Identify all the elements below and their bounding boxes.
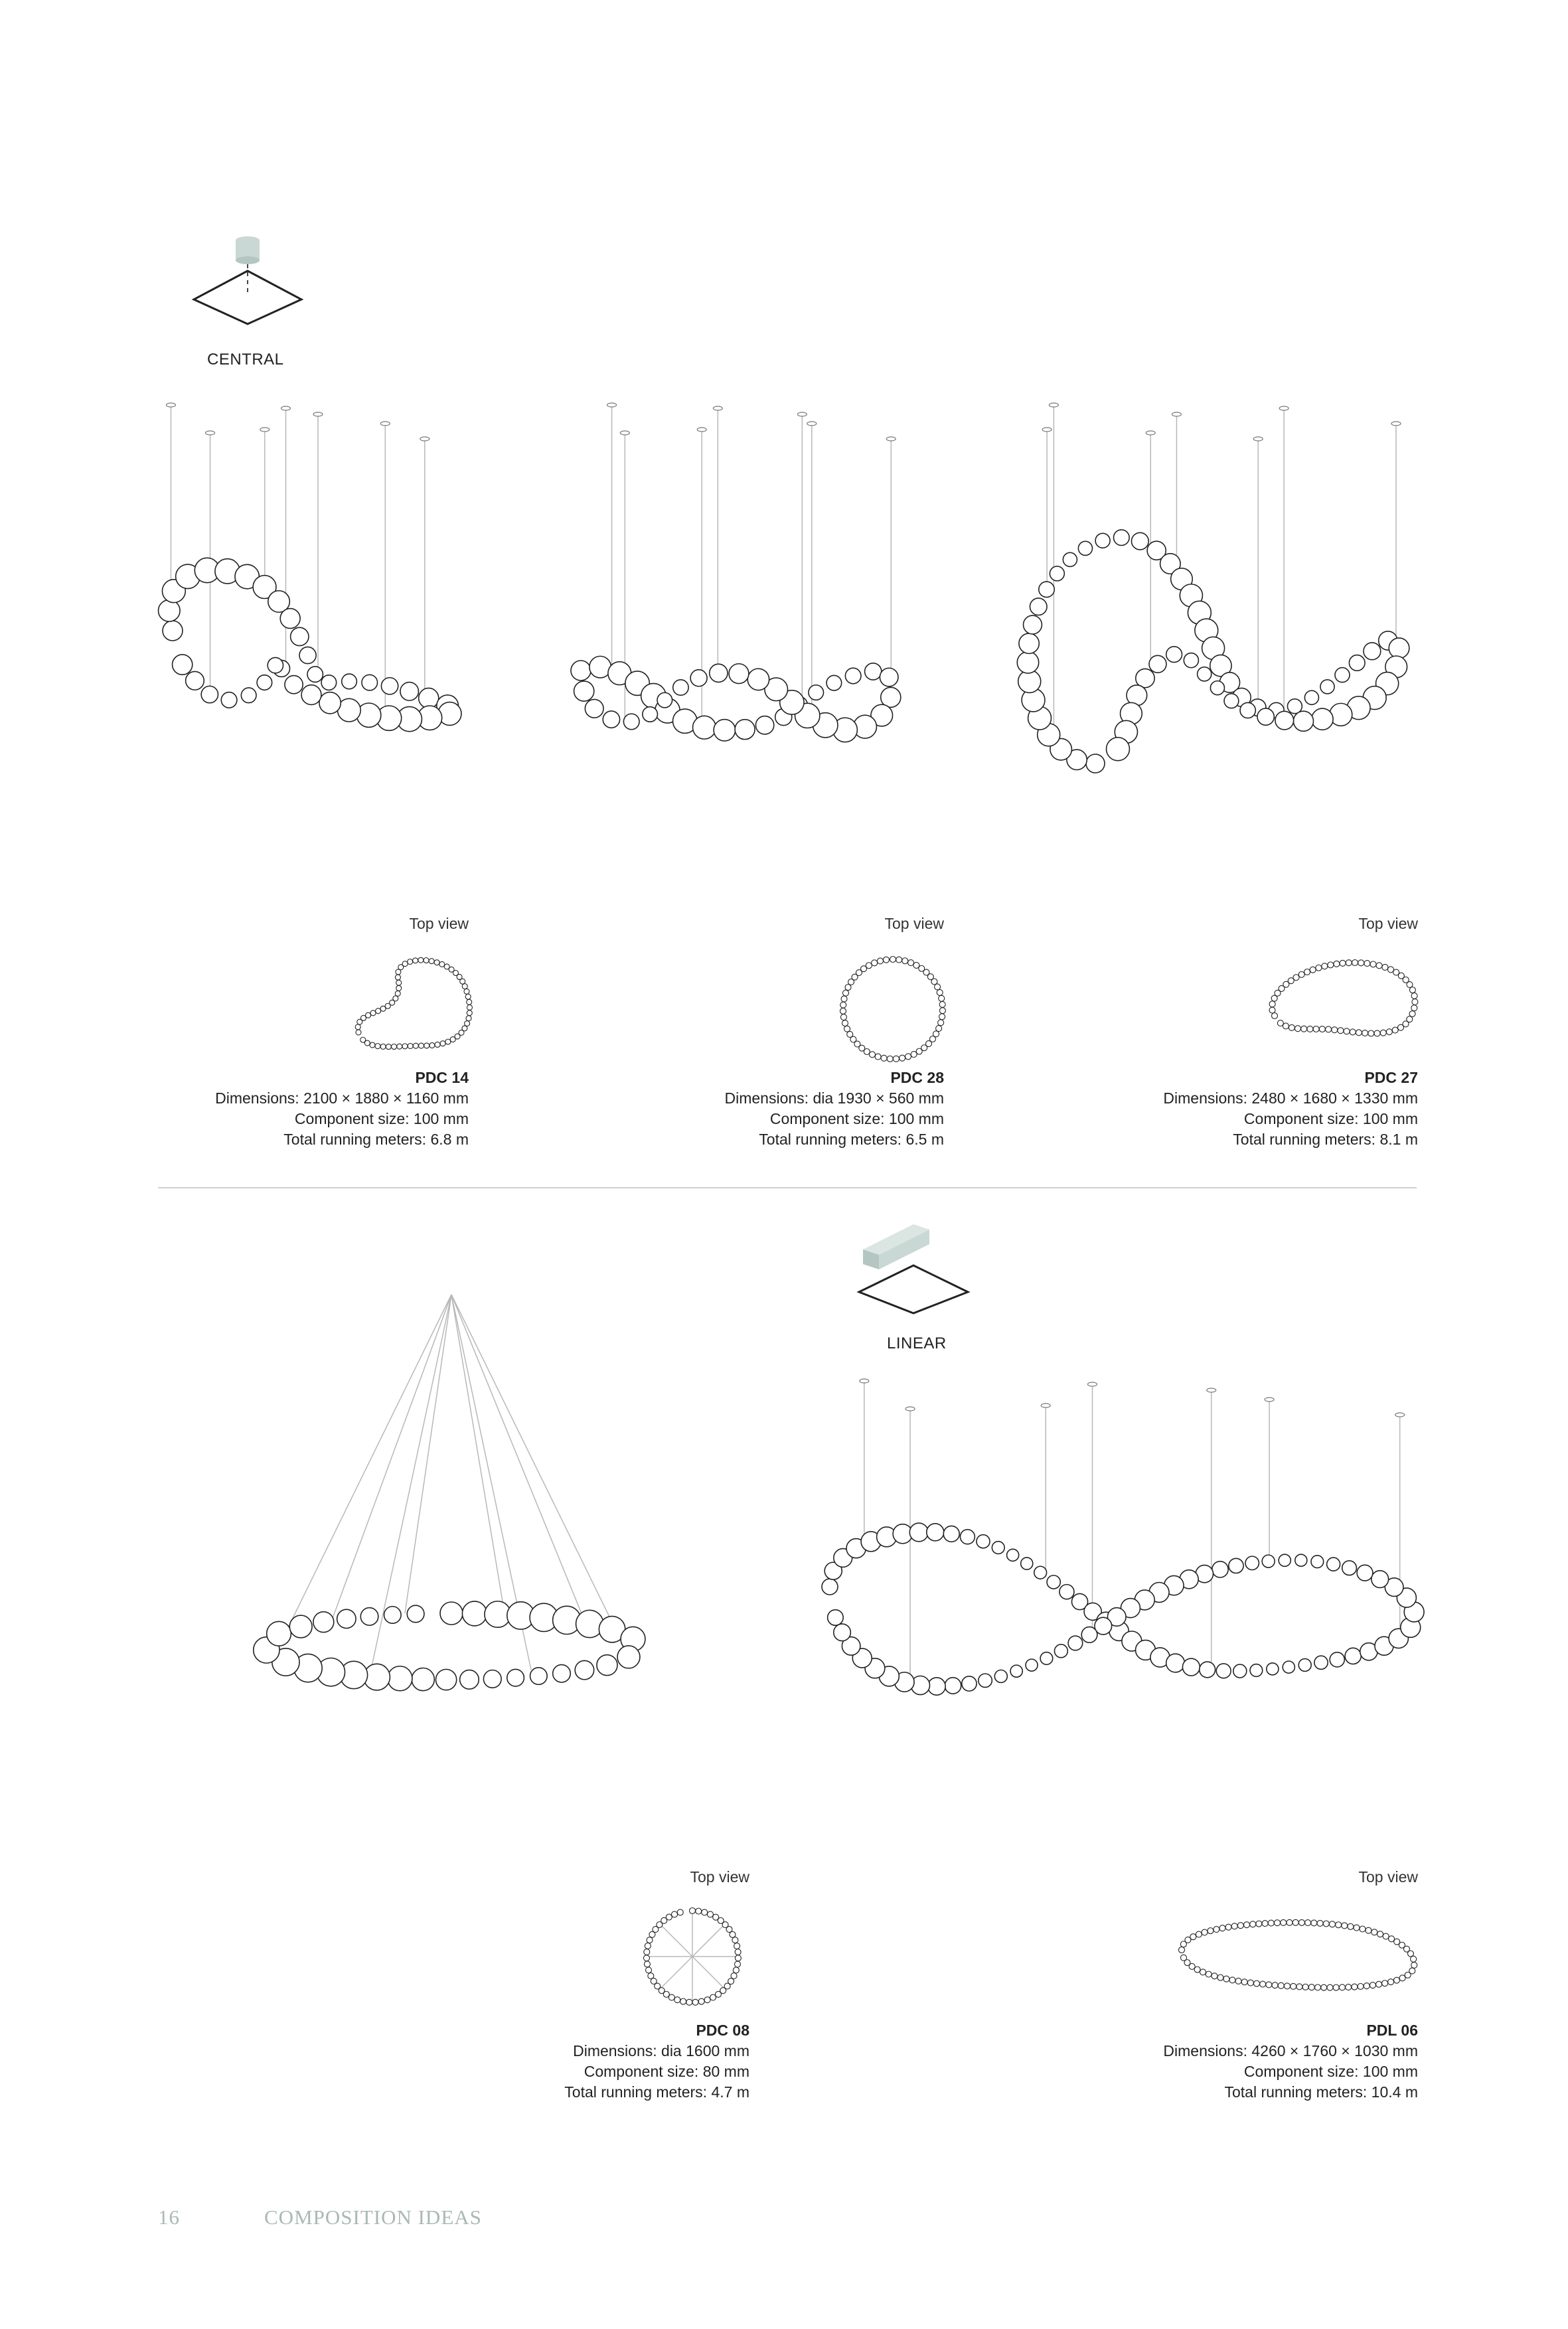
product-code: PDC 27 — [1364, 1069, 1418, 1086]
product-code: PDL 06 — [1366, 2022, 1418, 2039]
pdc-08-top-view — [643, 1907, 742, 2006]
running-meters-line: Total running meters: 4.7 m — [564, 2083, 749, 2101]
pdc-14-top-view — [352, 953, 478, 1052]
pdc-28-drawing — [568, 392, 913, 790]
component-size-line: Component size: 100 mm — [1243, 1110, 1418, 1127]
pdl-06-top-view — [1175, 1913, 1421, 1993]
pdc-08-drawing — [252, 1288, 651, 1700]
pdc-08-top-view-label: Top view — [690, 1868, 749, 1886]
linear-mount-icon — [856, 1215, 976, 1321]
dimensions-line: Dimensions: dia 1600 mm — [573, 2042, 749, 2059]
pdc-27-top-view — [1261, 956, 1421, 1042]
dimensions-line: Dimensions: 4260 × 1760 × 1030 mm — [1163, 2042, 1418, 2059]
pdc-28-spec — [546, 1068, 944, 1150]
pdc-27-top-view-label: Top view — [1358, 915, 1418, 932]
running-meters-line: Total running meters: 8.1 m — [1233, 1131, 1418, 1148]
pdc-14-spec — [70, 1068, 469, 1150]
pdc-14-drawing — [146, 392, 491, 790]
running-meters-line: Total running meters: 6.5 m — [759, 1131, 944, 1148]
component-size-line: Component size: 100 mm — [769, 1110, 944, 1127]
pdl-06-drawing — [817, 1368, 1427, 1739]
component-size-line: Component size: 100 mm — [1243, 2063, 1418, 2080]
pdc-28-top-view-label: Top view — [884, 915, 944, 932]
central-mount-icon — [191, 232, 304, 332]
component-size-line: Component size: 100 mm — [294, 1110, 469, 1127]
central-mount-label: CENTRAL — [207, 351, 284, 368]
pdl-06-spec — [1020, 2020, 1418, 2103]
product-code: PDC 28 — [890, 1069, 944, 1086]
pdc-27-drawing — [996, 392, 1421, 790]
product-code: PDC 08 — [696, 2022, 749, 2039]
dimensions-line: Dimensions: 2100 × 1880 × 1160 mm — [215, 1089, 469, 1107]
dimensions-line: Dimensions: 2480 × 1680 × 1330 mm — [1163, 1089, 1418, 1107]
section-divider — [158, 1187, 1417, 1188]
running-meters-line: Total running meters: 10.4 m — [1224, 2083, 1418, 2101]
pdc-08-spec — [351, 2020, 749, 2103]
pdc-27-spec — [1020, 1068, 1418, 1150]
pdl-06-top-view-label: Top view — [1358, 1868, 1418, 1886]
pdc-28-top-view — [836, 953, 949, 1066]
component-size-line: Component size: 80 mm — [584, 2063, 749, 2080]
product-code: PDC 14 — [415, 1069, 469, 1086]
dimensions-line: Dimensions: dia 1930 × 560 mm — [724, 1089, 944, 1107]
section-title: COMPOSITION IDEAS — [264, 2206, 482, 2229]
pdc-14-top-view-label: Top view — [409, 915, 469, 932]
page-number: 16 — [158, 2206, 180, 2229]
linear-mount-label: LINEAR — [887, 1334, 947, 1352]
running-meters-line: Total running meters: 6.8 m — [283, 1131, 469, 1148]
